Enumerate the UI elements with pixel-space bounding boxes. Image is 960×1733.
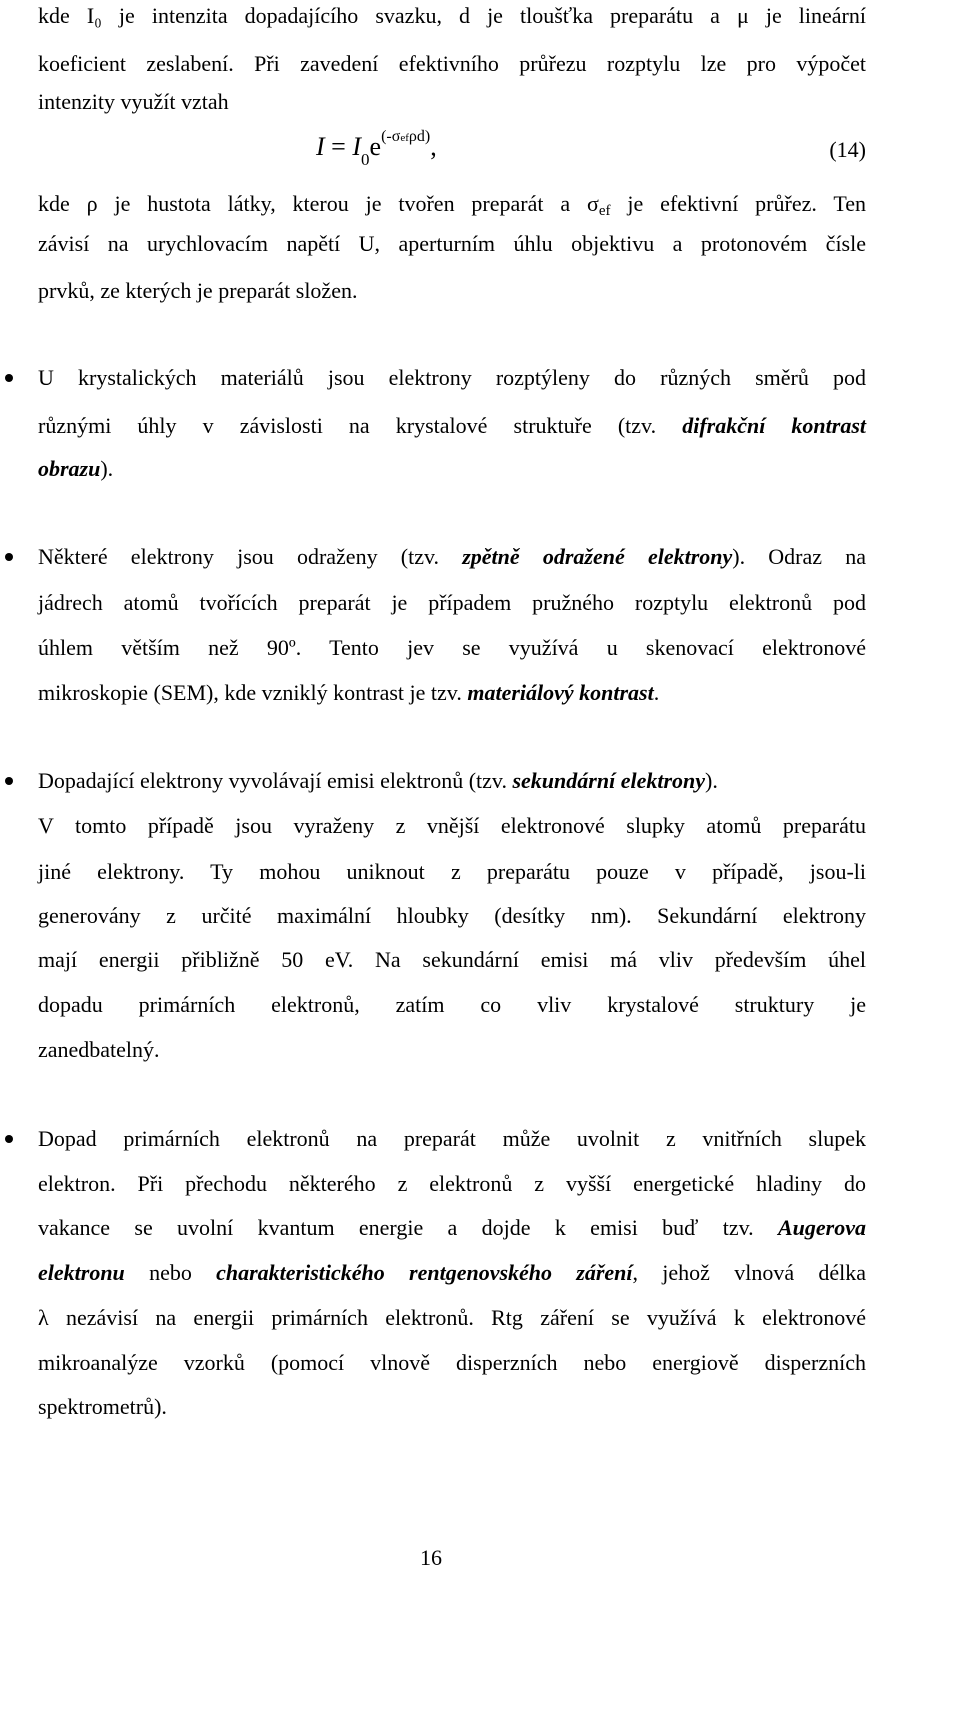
text-line: V tomto případě jsou vyraženy z vnější elektronové slupky atomů preparátu [38,813,866,838]
text-span: mikroskopie (SEM), kde vzniklý kontrast je tzv. [38,680,468,705]
equation-exp-base: e [369,132,382,161]
text-line: U krystalických materiálů jsou elektrony rozptýleny do různých směrů pod [38,365,866,390]
equation-number: (14) [829,137,866,162]
text-line: jiné elektrony. Ty mohou uniknout z preparátu pouze v případě, jsou-li [38,859,866,884]
equation-comma: , [430,132,437,161]
text-line: generovány z určité maximální hloubky (desítky nm). Sekundární elektrony [38,903,866,928]
term-emphasis: elektronu [38,1260,125,1285]
text-span: je efektivní průřez. Ten [610,191,866,216]
term-emphasis: difrakční kontrast [682,413,866,438]
text-line: λ nezávisí na energii primárních elektronů. Rtg záření se využívá k elektronové [38,1305,866,1330]
text-line: úhlem větším než 90º. Tento jev se využívá u skenovací elektronové [38,635,866,660]
text-line [38,543,866,571]
equation-equals: = [331,132,346,161]
text-line: závisí na urychlovacím napětí U, aperturním úhlu objektivu a protonovém čísle [38,231,866,256]
equation-exponent [381,128,430,145]
term-emphasis: materiálový kontrast [467,680,654,705]
text-line [38,1259,866,1287]
text-line: jádrech atomů tvořících preparát je případem pružného rozptylu elektronů pod [38,590,866,615]
text-line: spektrometrů). [38,1394,167,1419]
text-span: ). Odraz na [732,544,866,569]
equation-i0: I [352,132,362,161]
exponent-subscript: ef [400,132,409,144]
text-line: dopadu primárních elektronů, zatím co vliv krystalové struktury je [38,992,866,1017]
text-line [38,1214,866,1242]
text-line [38,455,113,483]
text-span: různými úhly v závislosti na krystalové struktuře (tzv. [38,413,683,438]
term-emphasis: Augerova [778,1215,866,1240]
text-line: koeficient zeslabení. Při zavedení efektivního průřezu rozptylu lze pro výpočet [38,51,866,76]
text-line: intenzity využít vztah [38,89,229,114]
text-span: , jehož vlnová délka [632,1260,866,1285]
text-span: vakance se uvolní kvantum energie a dojde k emisi buď tzv. [38,1215,778,1240]
equation-lhs: I [316,132,325,161]
text-line: Dopad primárních elektronů na preparát může uvolnit z vnitřních slupek [38,1126,866,1151]
text-span: ). [705,768,718,793]
sigma-subscript: ef [598,203,611,219]
text-line: mikroanalýze vzorků (pomocí vlnově disperzních nebo energiově disperzních [38,1350,866,1375]
page-number: 16 [420,1545,442,1570]
text-line: elektron. Při přechodu některého z elektronů z vyšší energetické hladiny do [38,1171,866,1196]
text-span: Některé elektrony jsou odraženy (tzv. [38,544,463,569]
text-line [38,679,659,707]
text-span: ). [100,456,114,481]
text-line [38,767,718,795]
exponent-end: ρd) [408,128,431,145]
bullet-icon [5,777,13,785]
exponent-start: (-σ [381,128,401,145]
equation-i0-subscript: 0 [361,150,370,169]
equation [316,128,437,169]
bullet-icon [5,374,13,382]
bullet-icon [5,1135,13,1143]
term-emphasis: charakteristického rentgenovského záření [216,1260,633,1285]
text-line: mají energii přibližně 50 eV. Na sekundární emisi má vliv především úhel [38,947,866,972]
text-line [38,412,866,440]
text-span: . [653,680,660,705]
text-line: zanedbatelný. [38,1037,160,1062]
text-span: kde ρ je hustota látky, kterou je tvořen preparát a σ [38,191,599,216]
term-emphasis: obrazu [38,456,101,481]
text-line: kde I₀ je intenzita dopadajícího svazku, d je tloušťka preparátu a μ je lineární [38,3,866,28]
text-line: prvků, ze kterých je preparát složen. [38,278,358,303]
bullet-icon [5,553,13,561]
term-emphasis: sekundární elektrony [512,768,706,793]
term-emphasis: zpětně odražené elektrony [462,544,733,569]
text-span: nebo [124,1260,217,1285]
text-span: Dopadající elektrony vyvolávají emisi elektronů (tzv. [38,768,513,793]
text-line [38,190,866,218]
